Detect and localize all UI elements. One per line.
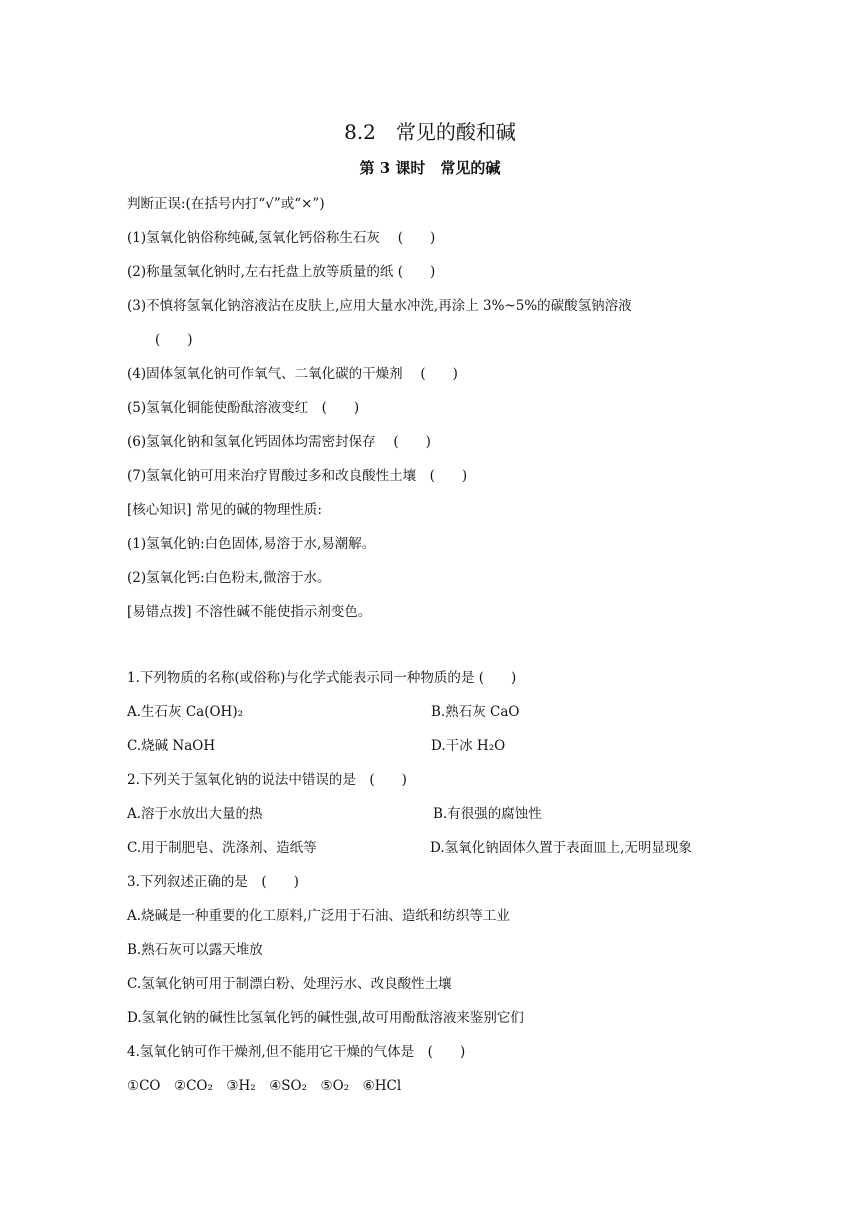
judge-instruction: 判断正误:(在括号内打“√”或“×”) bbox=[127, 196, 325, 212]
question-4-stem: 4.氢氧化钠可作干燥剂,但不能用它干燥的气体是 ( ) bbox=[127, 1044, 466, 1060]
question-1-option-b: B.熟石灰 CaO bbox=[431, 704, 520, 720]
question-1-option-c: C.烧碱 NaOH bbox=[127, 738, 216, 754]
core-knowledge-heading: [核心知识] 常见的碱的物理性质: bbox=[127, 502, 322, 518]
question-2-stem: 2.下列关于氢氧化钠的说法中错误的是 ( ) bbox=[127, 772, 407, 788]
question-2-option-a: A.溶于水放出大量的热 bbox=[127, 806, 263, 822]
question-3-option-d: D.氢氧化钠的碱性比氢氧化钙的碱性强,故可用酚酞溶液来鉴别它们 bbox=[127, 1010, 524, 1026]
core-knowledge-p1: (1)氢氧化钠:白色固体,易溶于水,易潮解。 bbox=[127, 536, 376, 552]
question-1-stem: 1.下列物质的名称(或俗称)与化学式能表示同一种物质的是 ( ) bbox=[127, 670, 517, 686]
judge-item-2: (2)称量氢氧化钠时,左右托盘上放等质量的纸 ( ) bbox=[127, 264, 436, 280]
judge-item-7: (7)氢氧化钠可用来治疗胃酸过多和改良酸性土壤 ( ) bbox=[127, 468, 468, 484]
question-4-gas-options: ①CO ②CO₂ ③H₂ ④SO₂ ⑤O₂ ⑥HCl bbox=[127, 1078, 402, 1094]
question-3-option-c: C.氢氧化钠可用于制漂白粉、处理污水、改良酸性土壤 bbox=[127, 976, 452, 992]
error-tip: [易错点拨] 不溶性碱不能使指示剂变色。 bbox=[127, 604, 372, 620]
judge-item-6: (6)氢氧化钠和氢氧化钙固体均需密封保存 ( ) bbox=[127, 434, 431, 450]
question-3-stem: 3.下列叙述正确的是 ( ) bbox=[127, 874, 299, 890]
judge-item-3: (3)不慎将氢氧化钠溶液沾在皮肤上,应用大量水冲洗,再涂上 3%~5%的碳酸氢钠溶液 bbox=[127, 298, 632, 314]
judge-item-5: (5)氢氧化铜能使酚酞溶液变红 ( ) bbox=[127, 400, 360, 416]
core-knowledge-p2: (2)氢氧化钙:白色粉末,微溶于水。 bbox=[127, 570, 331, 586]
page-title: 8.2 常见的酸和碱 bbox=[344, 120, 516, 144]
judge-item-1: (1)氢氧化钠俗称纯碱,氢氧化钙俗称生石灰 ( ) bbox=[127, 230, 436, 246]
question-2-option-d: D.氢氧化钠固体久置于表面皿上,无明显现象 bbox=[430, 840, 692, 856]
question-1-option-d: D.干冰 H₂O bbox=[431, 738, 506, 754]
question-3-option-a: A.烧碱是一种重要的化工原料,广泛用于石油、造纸和纺织等工业 bbox=[127, 908, 510, 924]
judge-item-3-paren: ( ) bbox=[155, 332, 193, 348]
question-2-option-b: B.有很强的腐蚀性 bbox=[433, 806, 542, 822]
question-3-option-b: B.熟石灰可以露天堆放 bbox=[127, 942, 263, 958]
lesson-subtitle: 第 3 课时 常见的碱 bbox=[359, 159, 501, 177]
question-2-option-c: C.用于制肥皂、洗涤剂、造纸等 bbox=[127, 840, 317, 856]
question-1-option-a: A.生石灰 Ca(OH)₂ bbox=[127, 704, 243, 720]
judge-item-4: (4)固体氢氧化钠可作氧气、二氧化碳的干燥剂 ( ) bbox=[127, 366, 458, 382]
